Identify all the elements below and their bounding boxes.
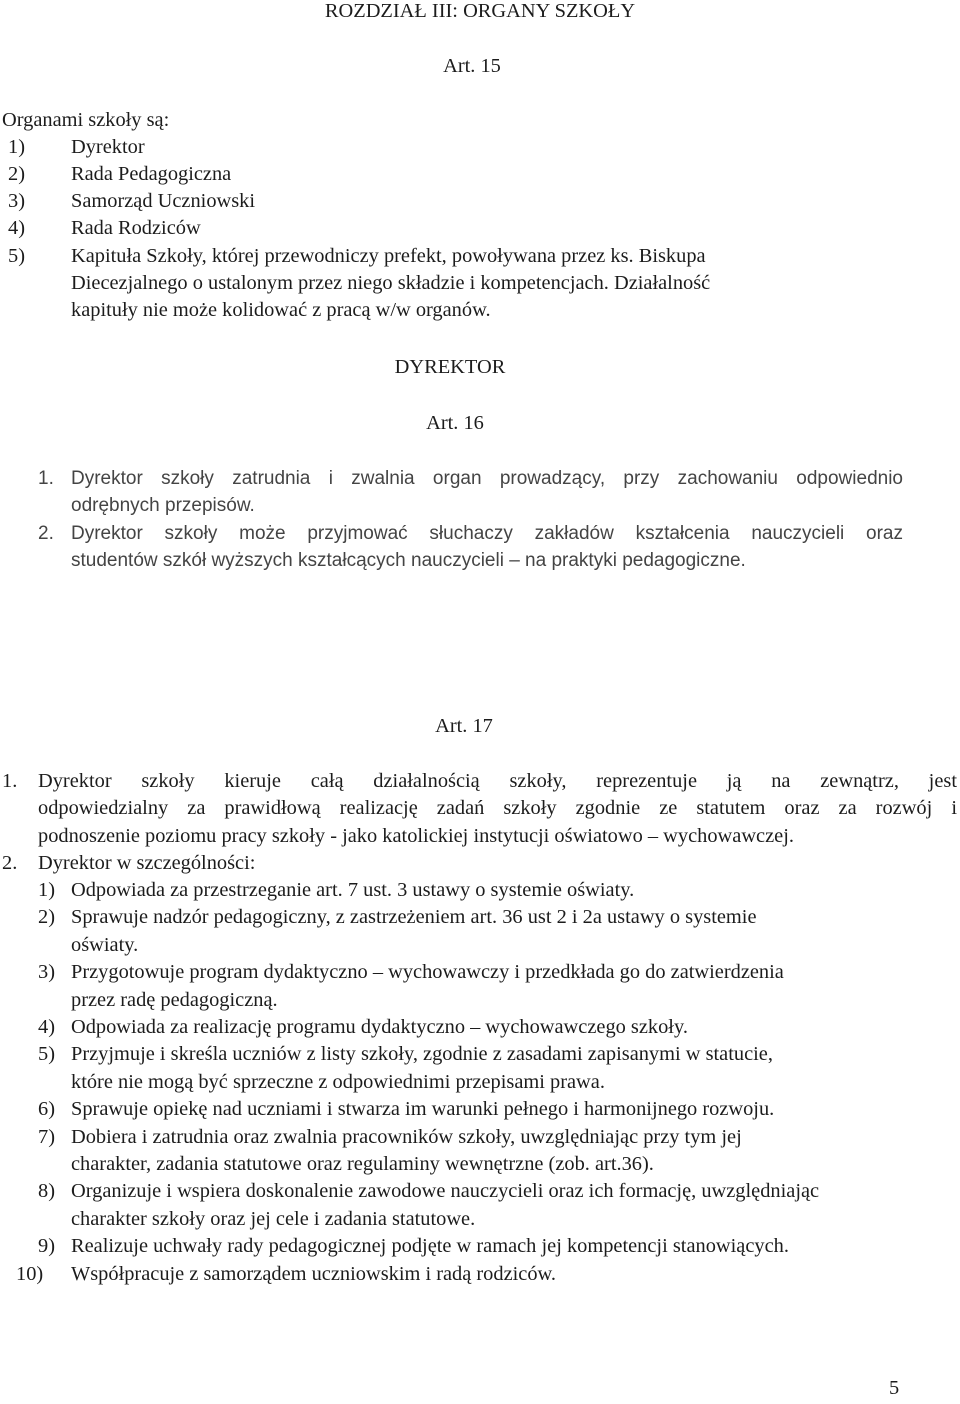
section-heading-dyrektor: DYREKTOR <box>394 356 506 378</box>
organ-2-num: 2) <box>8 163 25 185</box>
organ-5-line: kapituły nie może kolidować z pracą w/w organów. <box>71 299 491 321</box>
chapter-title: ROZDZIAŁ III: ORGANY SZKOŁY <box>324 0 636 22</box>
duty-num: 1) <box>38 879 55 901</box>
duty-line: Sprawuje nadzór pedagogiczny, z zastrzeżeniem art. 36 ust 2 i 2a ustawy o systemie <box>71 906 757 929</box>
organ-3-text: Samorząd Uczniowski <box>71 190 256 212</box>
duty-line: Przygotowuje program dydaktyczno – wychowawczy i przedkłada go do zatwierdzenia <box>71 961 784 984</box>
duty-line: charakter szkoły oraz jej cele i zadania statutowe. <box>71 1207 476 1230</box>
organ-5-line: Kapituła Szkoły, której przewodniczy prefekt, powoływana przez ks. Biskupa <box>71 245 706 267</box>
organ-5-line: Diecezjalnego o ustalonym przez niego składzie i kompetencjach. Działalność <box>71 272 711 294</box>
art17-p2-text: Dyrektor w szczególności: <box>38 852 256 874</box>
duty-num: 4) <box>38 1016 55 1038</box>
duty-num: 8) <box>38 1180 55 1203</box>
duty-line: Organizuje i wspiera doskonalenie zawodowe nauczycieli oraz ich formację, uwzględniając <box>71 1180 820 1203</box>
duty-line: Odpowiada za realizację programu dydaktyczno – wychowawczego szkoły. <box>71 1016 688 1038</box>
duty-line: charakter, zadania statutowe oraz regulaminy wewnętrzne (zob. art.36). <box>71 1153 654 1175</box>
art15-title: Art. 15 <box>443 55 501 77</box>
duty-num: 2) <box>38 906 55 929</box>
art17-p2-num: 2. <box>2 852 18 874</box>
art17-p1-line: podnoszenie poziomu pracy szkoły - jako katolickiej instytucji oświatowo – wychowawczej. <box>38 825 794 847</box>
duty-line: Sprawuje opiekę nad uczniami i stwarza im warunki pełnego i harmonijnego rozwoju. <box>71 1098 775 1121</box>
art16-item-1-num: 1. <box>38 468 54 489</box>
duty-line: oświaty. <box>71 933 139 956</box>
art16-title: Art. 16 <box>426 412 484 434</box>
art17-title: Art. 17 <box>435 715 493 737</box>
duty-num: 7) <box>38 1125 55 1148</box>
organ-4-text: Rada Rodziców <box>71 217 201 239</box>
duty-num: 3) <box>38 961 55 984</box>
duty-num: 6) <box>38 1098 55 1121</box>
organ-1-text: Dyrektor <box>71 136 145 158</box>
duty-line: które nie mogą być sprzeczne z odpowiednimi przepisami prawa. <box>71 1070 605 1093</box>
duty-line: Realizuje uchwały rady pedagogicznej podjęte w ramach jej kompetencji stanowiących. <box>71 1235 789 1258</box>
art17-p1-line: odpowiedzialny za prawidłową realizację zadań szkoły zgodnie ze statutem oraz za rozwój i <box>38 797 957 819</box>
art16-item-1-line: Dyrektor szkoły zatrudnia i zwalnia organ prowadzący, przy zachowaniu odpowiednio <box>71 468 903 489</box>
art16-item-2-line: Dyrektor szkoły może przyjmować słuchaczy zakładów kształcenia nauczycieli oraz <box>71 523 903 544</box>
art16-item-1-line: odrębnych przepisów. <box>71 495 255 516</box>
organ-2-text: Rada Pedagogiczna <box>71 163 232 185</box>
art15-intro: Organami szkoły są: <box>2 109 170 131</box>
page-number: 5 <box>889 1377 900 1399</box>
duty-num: 9) <box>38 1235 55 1258</box>
duty-num: 5) <box>38 1043 55 1066</box>
duty-line: Przyjmuje i skreśla uczniów z listy szkoły, zgodnie z zasadami zapisanymi w statucie, <box>71 1043 773 1066</box>
organ-3-num: 3) <box>8 190 25 212</box>
organ-5-num: 5) <box>8 245 25 267</box>
duty-line: Dobiera i zatrudnia oraz zwalnia pracowników szkoły, uwzględniając przy tym jej <box>71 1125 742 1148</box>
art17-p1-num: 1. <box>2 770 18 792</box>
art16-item-2-num: 2. <box>38 523 54 544</box>
organ-4-num: 4) <box>8 217 25 239</box>
organ-1-num: 1) <box>8 136 25 158</box>
duty-line: przez radę pedagogiczną. <box>71 988 278 1011</box>
art16-item-2-line: studentów szkół wyższych kształcących nauczycieli – na praktyki pedagogiczne. <box>71 550 746 571</box>
duty-line: Odpowiada za przestrzeganie art. 7 ust. 3 ustawy o systemie oświaty. <box>71 879 635 901</box>
duty-line: Współpracuje z samorządem uczniowskim i radą rodziców. <box>71 1262 557 1285</box>
duty-num: 10) <box>16 1262 44 1285</box>
art17-p1-line: Dyrektor szkoły kieruje całą działalnością szkoły, reprezentuje ją na zewnątrz, jest <box>38 770 957 792</box>
